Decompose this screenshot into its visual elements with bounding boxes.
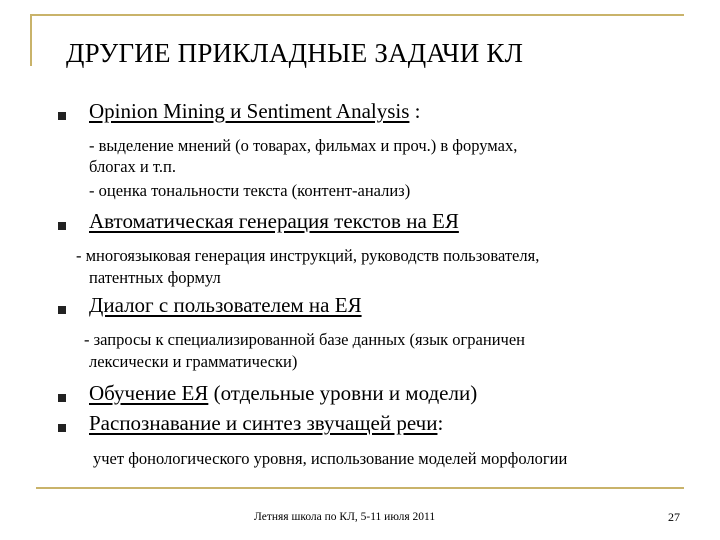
item-suffix: : (409, 99, 421, 123)
bullet-icon (58, 424, 66, 432)
page-number: 27 (668, 510, 680, 524)
bullet-icon (58, 394, 66, 402)
item-speech (89, 411, 443, 436)
frame-bottom-line (36, 487, 684, 489)
sub-line: лексически и грамматически) (89, 352, 298, 371)
item-language-learning (89, 381, 477, 406)
sub-line: - оценка тональности текста (контент-анализ) (89, 181, 411, 200)
sub-line: учет фонологического уровня, использование моделей морфологии (93, 449, 568, 468)
item-label: Автоматическая генерация текстов на ЕЯ (89, 209, 459, 233)
sub-line: - многоязыковая генерация инструкций, руководств пользователя, (76, 246, 540, 265)
sub-line: блогах и т.п. (89, 157, 176, 176)
item-dialog (89, 293, 362, 318)
item-suffix: : (437, 411, 444, 435)
sub-line: патентных формул (89, 268, 221, 287)
item-text-generation (89, 209, 459, 234)
item-label: Распознавание и синтез звучащей речи (89, 411, 438, 435)
sub-line: - запросы к специализированной базе данных (язык ограничен (84, 330, 525, 349)
bullet-icon (58, 222, 66, 230)
bullet-icon (58, 112, 66, 120)
item-suffix: (отдельные уровни и модели) (208, 381, 478, 405)
slide-title: ДРУГИЕ ПРИКЛАДНЫЕ ЗАДАЧИ КЛ (66, 38, 524, 68)
item-label: Обучение ЕЯ (89, 381, 209, 405)
bullet-icon (58, 306, 66, 314)
frame-left-line (30, 14, 32, 66)
sub-line: - выделение мнений (о товарах, фильмах и проч.) в форумах, (89, 136, 518, 155)
item-label: Диалог с пользователем на ЕЯ (89, 293, 362, 317)
item-opinion-mining (89, 99, 421, 124)
item-label: Opinion Mining и Sentiment Analysis (89, 99, 410, 123)
footer-text: Летняя школа по КЛ, 5-11 июля 2011 (254, 511, 436, 523)
frame-top-line (30, 14, 684, 16)
